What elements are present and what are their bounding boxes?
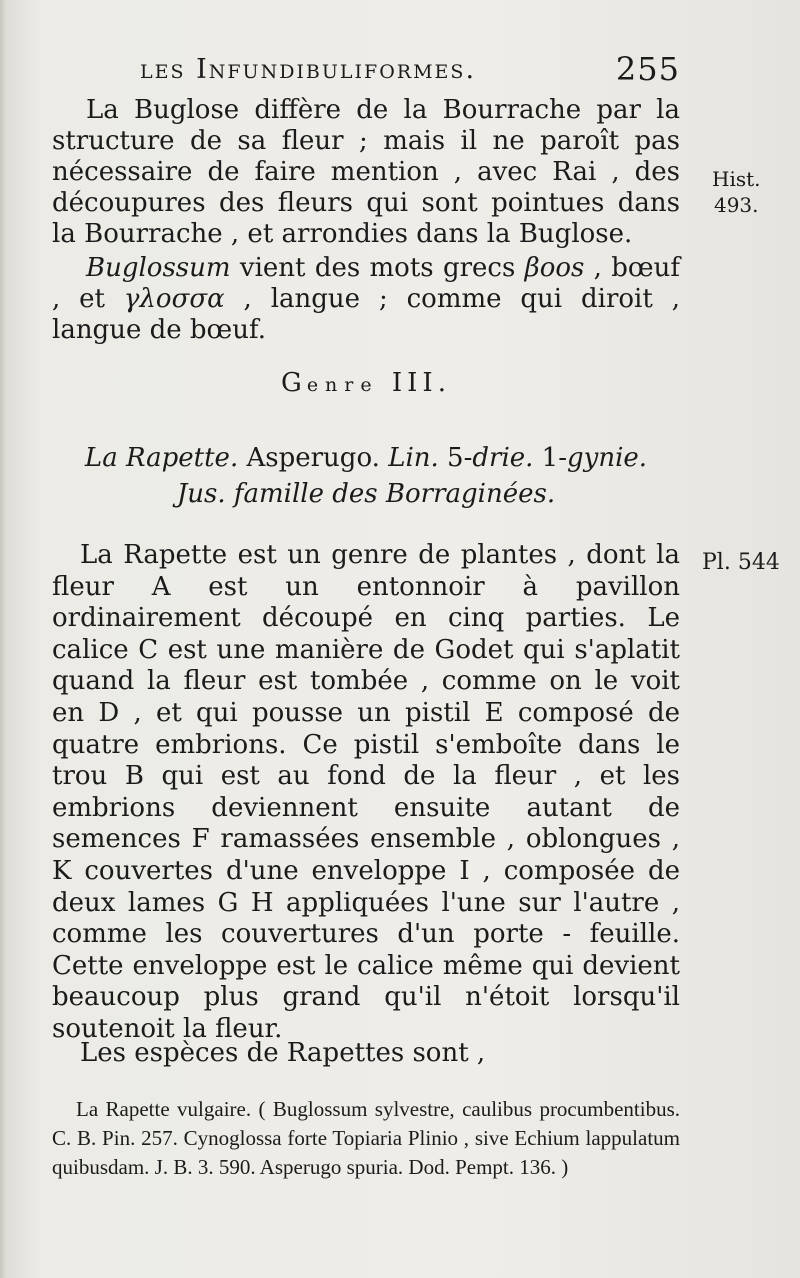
- genus-latin-name: Asperugo.: [238, 443, 389, 473]
- species-note: [52, 1095, 680, 1182]
- paragraph-text: [52, 253, 680, 346]
- page-header: [140, 50, 680, 90]
- class-number: 5-: [438, 443, 473, 473]
- class-name: drie.: [472, 443, 534, 473]
- margin-note-plate: Pl. 544: [702, 550, 780, 575]
- genus-line: [52, 440, 680, 476]
- paragraph-rapette: [52, 540, 680, 1046]
- paragraph-buglose: [52, 95, 680, 250]
- family-line: Jus. famille des Borraginées.: [176, 479, 556, 509]
- margin-note-line: 493.: [713, 193, 759, 217]
- order-name: gynie.: [567, 443, 648, 473]
- linnaeus-ref: Lin.: [388, 443, 439, 473]
- genus-french-name: La Rapette.: [84, 443, 239, 473]
- genre-initial: G: [281, 368, 307, 398]
- text-run: , langue ; comme qui diroit , langue de bœuf.: [52, 284, 680, 345]
- genre-word: enre: [306, 374, 379, 396]
- text-run: , bœuf , et: [52, 253, 680, 314]
- page-number: 255: [615, 50, 680, 88]
- genre-numeral: III.: [391, 368, 451, 398]
- paragraph-text: La Buglose diffère de la Bourrache par la structure de sa fleur ; mais il ne paroît pas nécessaire de faire mention , avec Rai , des découpures des fleurs qui sont pointues dans la Bourrache , et arrondies dans la Buglose.: [52, 95, 680, 249]
- greek-term: γλοσσα: [123, 284, 225, 314]
- genus-title: [52, 440, 680, 512]
- margin-note-line: Hist.: [712, 167, 761, 191]
- latin-term: Buglossum: [86, 253, 231, 283]
- margin-note-hist: [712, 166, 761, 218]
- paragraph-etymology: [52, 253, 680, 346]
- paragraph-text: La Rapette est un genre de plantes , dont la fleur A est un entonnoir à pavillon ordinairement découpé en cinq parties. Le calice C est une manière de Godet qui s'aplatit quand la fleur est tombée , comme on le voit en D , et qui pousse un pistil E composé de quatre embrions. Ce pistil s'emboîte dans le trou B qui est au fond de la fleur , et les embrions deviennent ensuite autant de semences F ramassées ensemble , oblongues , K couvertes d'une enveloppe I , composée de deux lames G H appliquées l'une sur l'autre , comme les couvertures d'un porte - feuille. Cette enveloppe est le calice même qui devient beaucoup plus grand qu'il n'étoit lorsqu'il soutenoit la fleur.: [52, 540, 680, 1044]
- greek-term: βoos: [524, 253, 585, 283]
- paragraph-species: [52, 1038, 680, 1069]
- genre-heading: [52, 368, 680, 398]
- text-run: vient des mots grecs: [230, 253, 525, 283]
- footnote-text: La Rapette vulgaire. ( Buglossum sylvestre, caulibus procumbentibus. C. B. Pin. 257. Cynoglossa forte Topiaria Plinio , sive Echium lappulatum quibusdam. J. B. 3. 590. Asperugo spuria. Dod. Pempt. 136. ): [52, 1097, 680, 1179]
- order-number: 1-: [533, 443, 568, 473]
- gutter-shadow: [0, 0, 6, 1278]
- paragraph-text: Les espèces de Rapettes sont ,: [80, 1038, 486, 1068]
- running-title: les Infundibuliformes.: [140, 54, 477, 85]
